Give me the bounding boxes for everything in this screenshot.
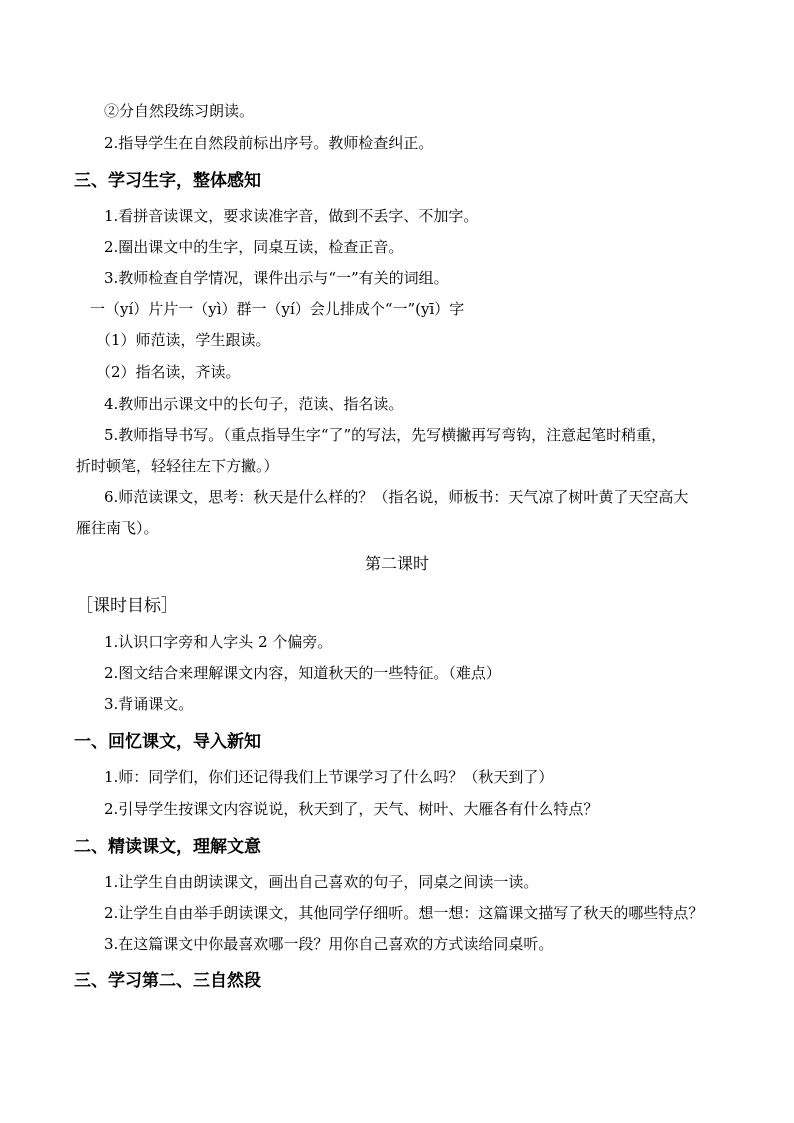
- lesson-title: 第二课时: [364, 554, 429, 573]
- text-line: 1.让学生自由朗读课文，画出自己喜欢的句子，同桌之间读一读。: [104, 873, 539, 891]
- text-line: 1.看拼音读课文，要求读准字音，做到不丢字、不加字。: [104, 207, 479, 225]
- text-line: 2.圈出课文中的生字，同桌互读，检查正音。: [104, 238, 404, 256]
- objectives-heading: ［课时目标］: [76, 596, 178, 616]
- text-line: ②分自然段练习朗读。: [104, 102, 255, 120]
- section-heading: 二、精读课文，理解文意: [74, 837, 261, 857]
- text-line: 2.让学生自由举手朗读课文，其他同学仔细听。想一想：这篇课文描写了秋天的哪些特点？: [104, 904, 704, 922]
- text-line: 2.引导学生按课文内容说说，秋天到了，天气、树叶、大雁各有什么特点？: [104, 800, 599, 818]
- text-line: 5.教师指导书写。（重点指导生字“了”的写法，先写横撇再写弯钩，注意起笔时稍重，: [104, 426, 667, 444]
- text-line: 2.图文结合来理解课文内容，知道秋天的一些特征。（难点）: [104, 664, 501, 682]
- section-heading: 三、学习生字，整体感知: [74, 171, 261, 191]
- text-line: 1.师：同学们，你们还记得我们上节课学习了什么吗？（秋天到了）: [104, 768, 554, 786]
- text-line: 6.师范读课文，思考：秋天是什么样的？（指名说，师板书：天气凉了树叶黄了天空高大: [104, 488, 689, 506]
- text-line: 雁往南飞）。: [76, 519, 159, 537]
- text-line: 4.教师出示课文中的长句子，范读、指名读。: [104, 395, 404, 413]
- text-line: （2）指名读，齐读。: [96, 363, 241, 381]
- section-heading: 一、回忆课文，导入新知: [74, 732, 261, 752]
- text-line: 2.指导学生在自然段前标出序号。教师检查纠正。: [104, 134, 434, 152]
- text-line: 3.背诵课文。: [104, 695, 194, 713]
- text-line: 3.教师检查自学情况，课件出示与“一”有关的词组。: [104, 269, 449, 287]
- pinyin-line: 一（yí）片片一（yì）群一（yí）会儿排成个“一”(yī）字: [90, 300, 465, 318]
- text-line: 折时顿笔，轻轻往左下方撇。）: [76, 457, 279, 475]
- section-heading: 三、学习第二、三自然段: [74, 971, 261, 991]
- text-line: 3.在这篇课文中你最喜欢哪一段？用你自己喜欢的方式读给同桌听。: [104, 935, 554, 953]
- text-line: （1）师范读，学生跟读。: [96, 331, 271, 349]
- text-line: 1.认识口字旁和人字头 2 个偏旁。: [104, 633, 333, 651]
